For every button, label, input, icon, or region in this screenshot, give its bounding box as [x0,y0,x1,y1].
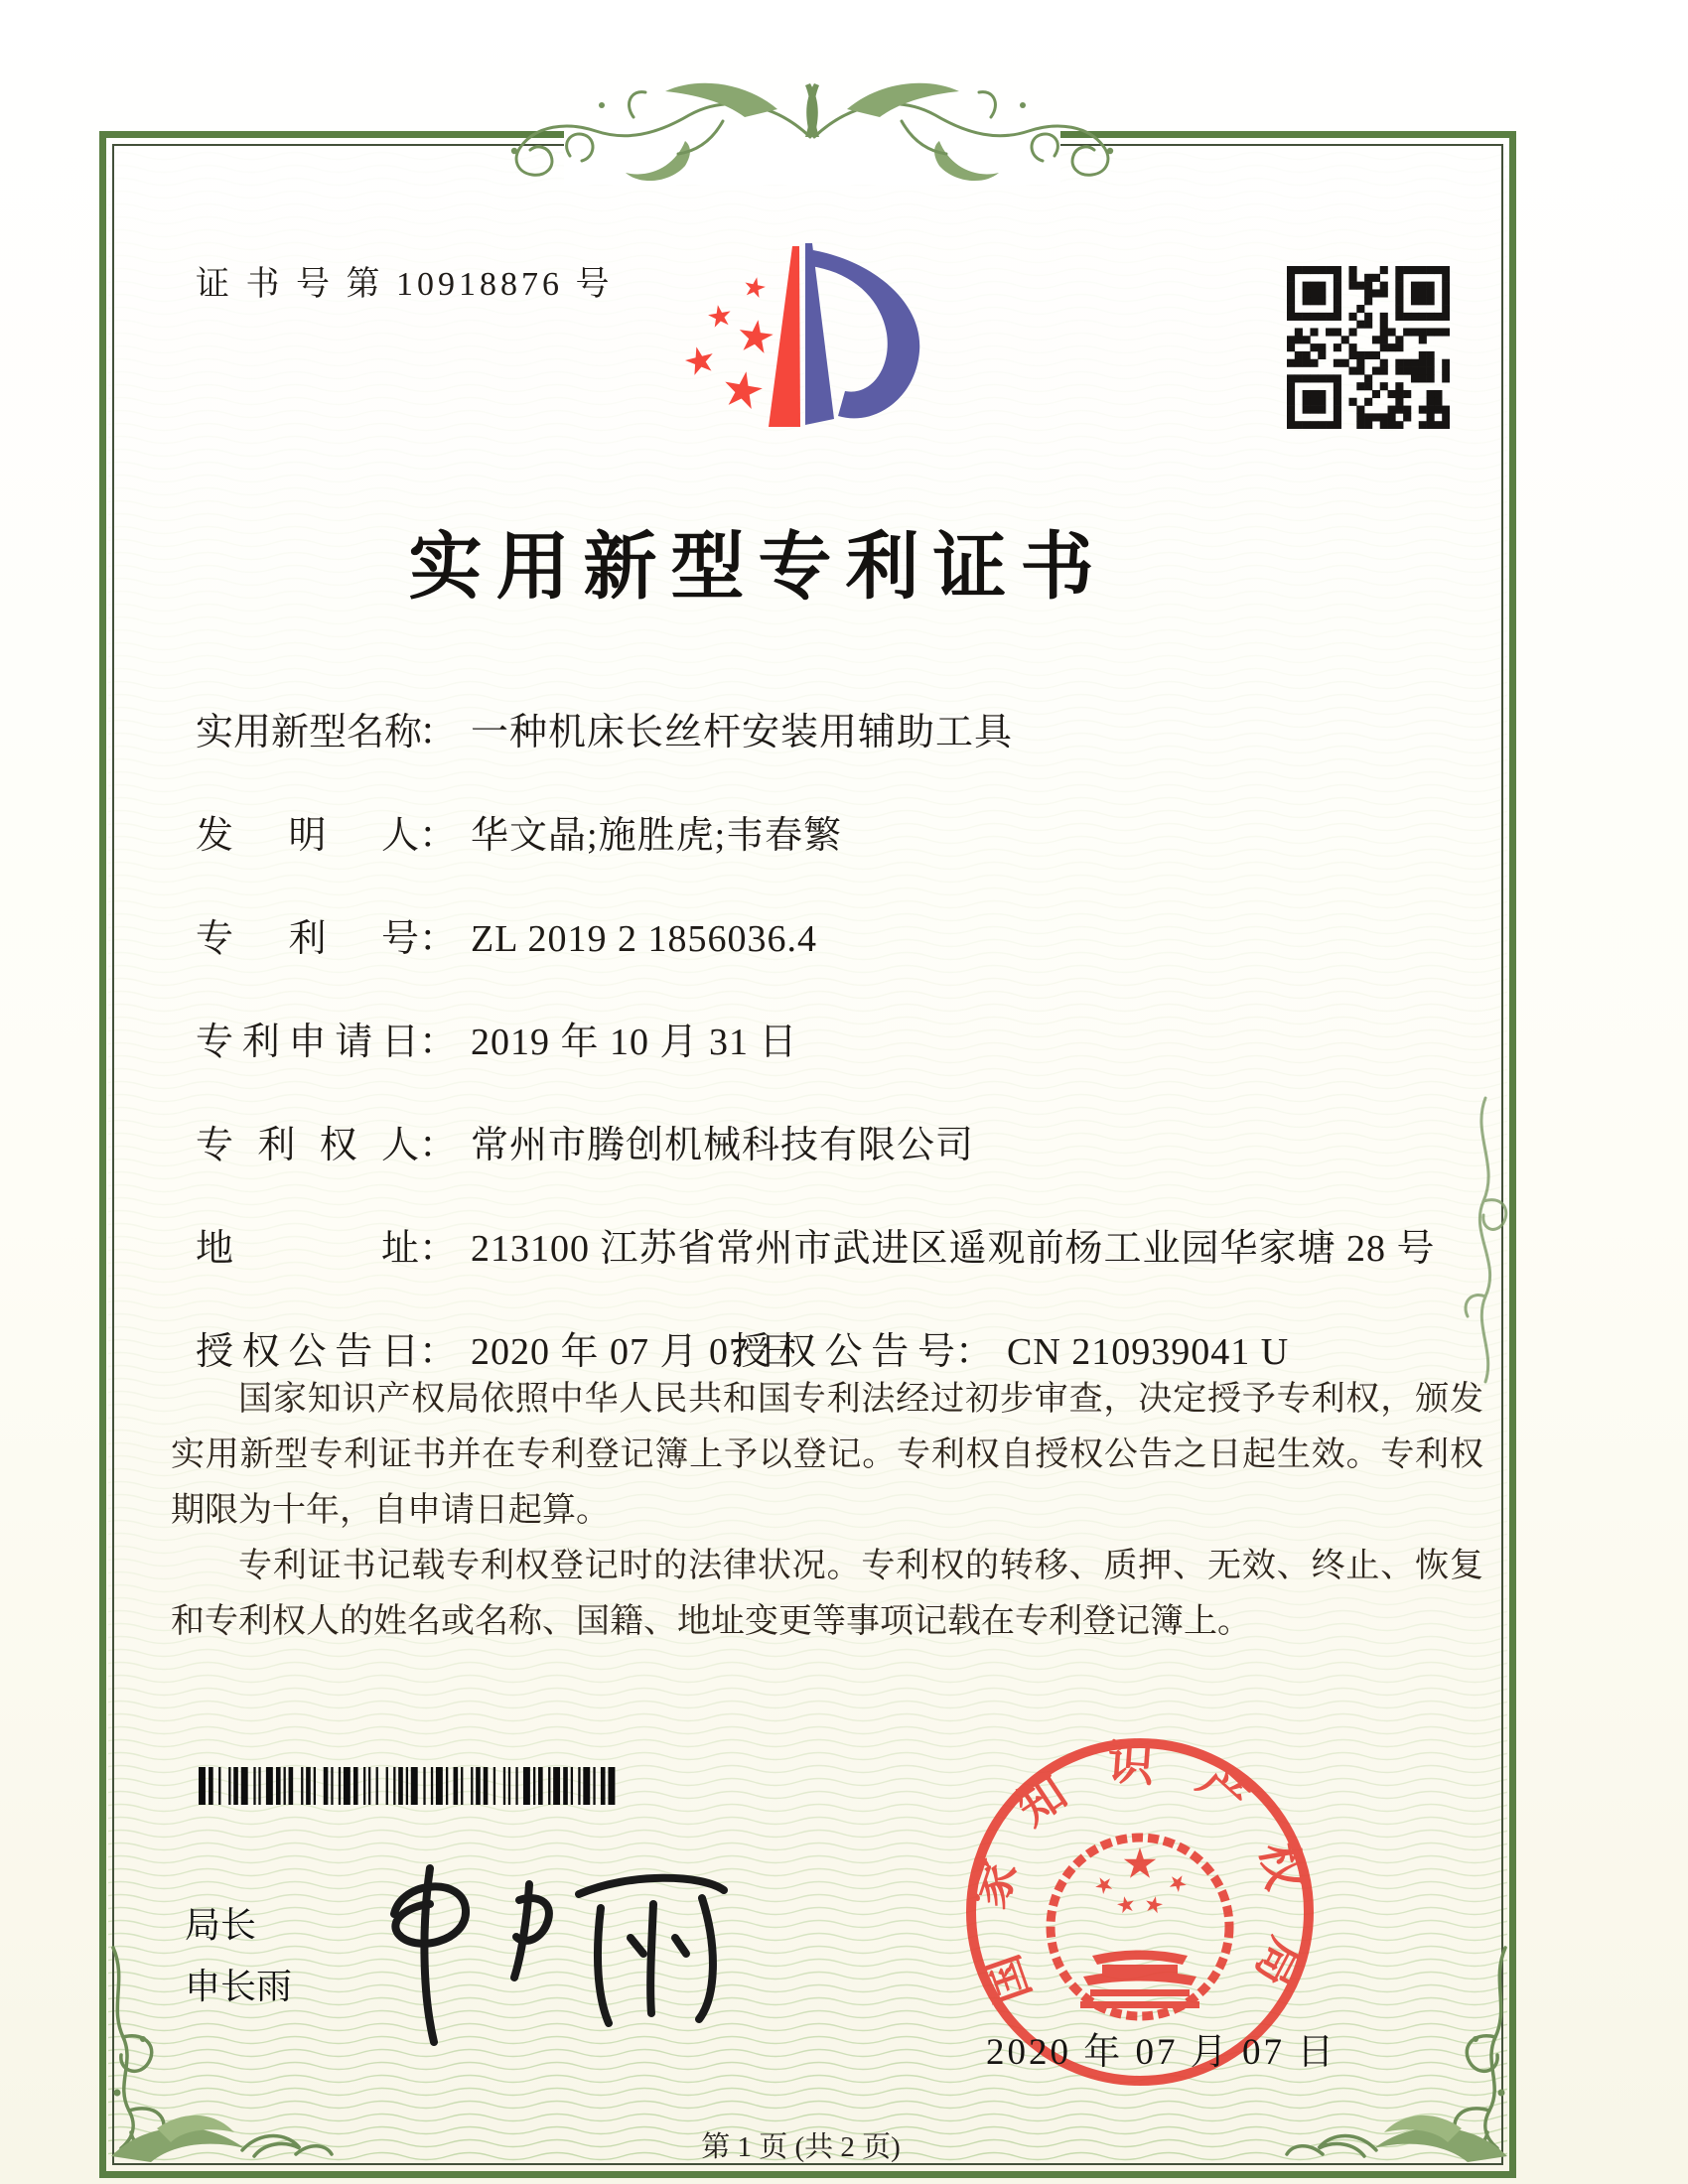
field-value: 常州市腾创机械科技有限公司 [471,1125,975,1166]
legal-text [171,1372,1483,1650]
field-label: 专利申请日 [196,1022,419,1063]
field-patent-number: 专利号： ZL 2019 2 1856036.4 [196,918,818,960]
field-label: 地址 [196,1228,419,1270]
field-value: 2019 年 10 月 31 日 [471,1022,798,1063]
director-name: 申长雨 [185,1967,293,2006]
national-emblem-icon [1051,1838,1229,2016]
field-filing-date: 专利申请日： 2019 年 10 月 31 日 [196,1022,798,1063]
director-signature [352,1839,750,2052]
certificate-title: 实用新型专利证书 [408,527,1108,609]
grant-row [196,1330,1477,1374]
field-patentee: 专利权人： 常州市腾创机械科技有限公司 [196,1125,975,1166]
field-value: 一种机床长丝杆安装用辅助工具 [471,712,1014,753]
field-value: 华文晶;施胜虎;韦春繁 [471,815,843,857]
svg-text:国家知识产权局 [963,1737,1317,2029]
field-address: 地址： 213100 江苏省常州市武进区遥观前杨工业园华家塘 28 号 [196,1228,1436,1270]
field-utility-model-name: 实用新型名称： 一种机床长丝杆安装用辅助工具 [196,712,1014,753]
field-grant-date: 授权公告日： 2020 年 07 月 07 日 [196,1331,798,1373]
field-label: 专利号 [196,918,419,960]
qr-code [1287,266,1450,429]
field-value: 213100 江苏省常州市武进区遥观前杨工业园华家塘 28 号 [471,1228,1436,1270]
field-grant-number: 授权公告号： CN 210939041 U [732,1331,1290,1373]
field-inventors: 发明人： 华文晶;施胜虎;韦春繁 [196,815,843,857]
field-label: 专利权人 [196,1125,419,1166]
director-title: 局长 [185,1905,257,1945]
field-list [196,711,1477,1374]
certificate-number: 证 书 号 第 10918876 号 [196,266,614,303]
field-value: ZL 2019 2 1856036.4 [471,918,818,960]
director-block [185,1902,292,2025]
seal-circular-text: 国家知识产权局 [963,1737,1317,2030]
barcode [199,1767,616,1805]
page-number: 第 1 页 (共 2 页) [701,2131,901,2163]
field-label: 实用新型名称 [196,712,423,753]
cnipa-logo-icon [624,210,941,474]
legal-paragraph-1: 国家知识产权局依照中华人民共和国专利法经过初步审查，决定授予专利权，颁发实用新型专利证书并在专利登记簿上予以登记。专利权自授权公告之日起生效。专利权期限为十年，自申请日起算。 [171,1381,1483,1529]
field-label: 发明人 [196,815,419,857]
legal-paragraph-2: 专利证书记载专利权登记时的法律状况。专利权的转移、质押、无效、终止、恢复和专利权人的姓名或名称、国籍、地址变更等事项记载在专利登记簿上。 [171,1548,1483,1640]
seal-date: 2020 年 07 月 07 日 [986,2032,1337,2073]
